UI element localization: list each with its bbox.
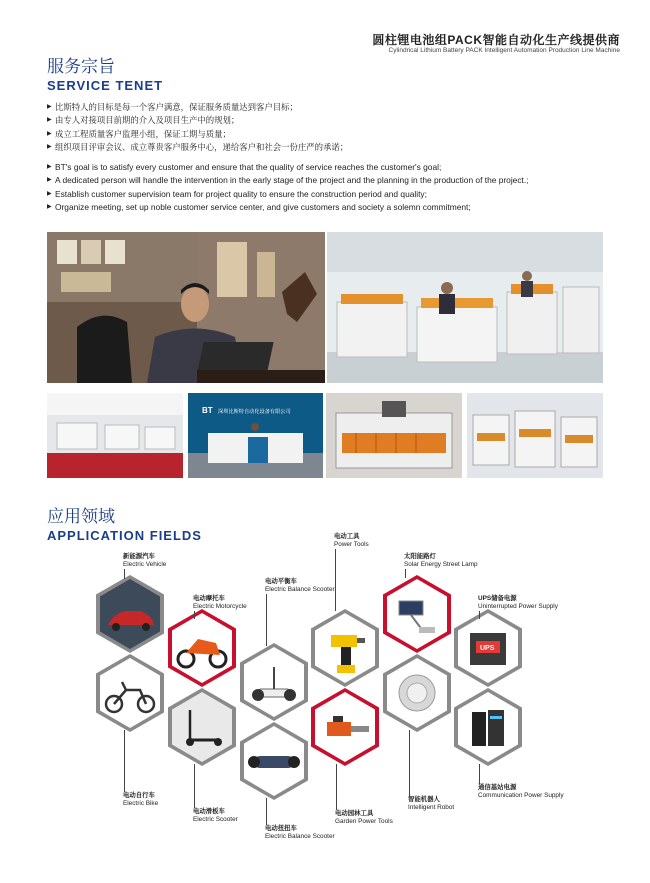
factory-workshop-photo bbox=[327, 232, 603, 383]
label-power-tools: 电动工具 Power Tools bbox=[334, 533, 369, 548]
leader-intelligent-robot bbox=[409, 730, 410, 796]
leader-garden-tools bbox=[336, 764, 337, 810]
hex-electric-vehicle bbox=[96, 575, 164, 653]
leader-power-tools bbox=[335, 549, 336, 611]
hex-communication-power bbox=[454, 688, 522, 766]
hex-garden-tools bbox=[311, 688, 379, 766]
assembly-stations-photo bbox=[467, 393, 603, 478]
reception-photo bbox=[188, 393, 323, 478]
service-bullets-en bbox=[47, 161, 529, 214]
hex-ups bbox=[454, 609, 522, 687]
hex-balance-scooter bbox=[240, 643, 308, 721]
service-title-en: SERVICE TENET bbox=[47, 78, 164, 93]
leader-electric-bike bbox=[124, 730, 125, 792]
bullet-cn-2: ▶ 由专人对接项目前期的介入及项目生产中的规划； bbox=[47, 114, 348, 127]
bullet-en-1: ▶ BT's goal is to satisfy every customer and ensure that the quality of service reaches the customer's goal; bbox=[47, 161, 529, 174]
label-hoverboard: 电动扭扭车 Electric Balance Scooter bbox=[265, 825, 335, 840]
hex-intelligent-robot bbox=[383, 654, 451, 732]
office-manager-photo bbox=[47, 232, 325, 383]
service-bullets-cn bbox=[47, 101, 348, 154]
leader-ups bbox=[479, 611, 480, 619]
leader-hoverboard bbox=[266, 798, 267, 825]
label-electric-vehicle: 新能源汽车 Electric Vehicle bbox=[123, 553, 167, 568]
bullet-en-4: ▶ Organize meeting, set up noble customer service center, and give customers and society a solemn commitment; bbox=[47, 201, 529, 214]
applications-title-en: APPLICATION FIELDS bbox=[47, 528, 202, 543]
leader-solar-lamp bbox=[405, 569, 406, 578]
hex-electric-bike bbox=[96, 654, 164, 732]
label-garden-tools: 电动园林工具 Garden Power Tools bbox=[335, 810, 393, 825]
bullet-cn-3: ▶ 成立工程质量客户监理小组，保证工期与质量； bbox=[47, 128, 348, 141]
label-electric-scooter: 电动滑板车 Electric Scooter bbox=[193, 808, 238, 823]
reception-logo: BT bbox=[202, 406, 213, 415]
service-title-cn: 服务宗旨 bbox=[47, 57, 115, 77]
bullet-en-2: ▶ A dedicated person will handle the intervention in the early stage of the project and the planning in the production of the project.; bbox=[47, 174, 529, 187]
header-title-cn: 圆柱锂电池组PACK智能自动化生产线提供商 bbox=[372, 33, 620, 47]
label-electric-motorcycle: 电动摩托车 Electric Motorcycle bbox=[193, 595, 247, 610]
label-ups: UPS储备电源 Uninterrupted Power Supply bbox=[478, 595, 558, 610]
bullet-cn-1: ▶ 比斯特人的目标是每一个客户满意，保证服务质量达到客户目标； bbox=[47, 101, 348, 114]
hex-electric-motorcycle bbox=[168, 609, 236, 687]
ups-badge: UPS bbox=[480, 645, 495, 652]
production-line-photo bbox=[326, 393, 462, 478]
label-electric-bike: 电动自行车 Electric Bike bbox=[123, 792, 159, 807]
bullet-en-3: ▶ Establish customer supervision team for project quality to ensure the construction period and quality; bbox=[47, 188, 529, 201]
hex-electric-scooter bbox=[168, 688, 236, 766]
leader-electric-scooter bbox=[194, 764, 195, 808]
header-title-en: Cylindrical Lithium Battery PACK Intelligent Automation Production Line Machine bbox=[388, 47, 620, 54]
bullet-cn-4: ▶ 组织项目评审会议、成立尊贵客户服务中心，递给客户和社会一份庄严的承诺； bbox=[47, 141, 348, 154]
reception-sign: 深圳比斯特自动化设备有限公司 bbox=[218, 409, 291, 415]
label-intelligent-robot: 智能机器人 Intelligent Robot bbox=[408, 796, 455, 811]
hex-power-tools bbox=[311, 609, 379, 687]
applications-title-cn: 应用领域 bbox=[47, 507, 115, 527]
hex-hoverboard bbox=[240, 722, 308, 800]
label-solar-lamp: 太阳能路灯 Solar Energy Street Lamp bbox=[404, 553, 478, 568]
leader-balance-scooter bbox=[266, 594, 267, 646]
leader-electric-vehicle bbox=[124, 569, 125, 579]
office-cubicles-photo bbox=[47, 393, 183, 478]
hex-solar-street-lamp bbox=[383, 575, 451, 653]
leader-communication-power bbox=[479, 764, 480, 784]
label-communication-power: 通信基站电源 Communication Power Supply bbox=[478, 784, 564, 799]
leader-electric-motorcycle bbox=[194, 611, 195, 619]
label-balance-scooter: 电动平衡车 Electric Balance Scooter bbox=[265, 578, 335, 593]
